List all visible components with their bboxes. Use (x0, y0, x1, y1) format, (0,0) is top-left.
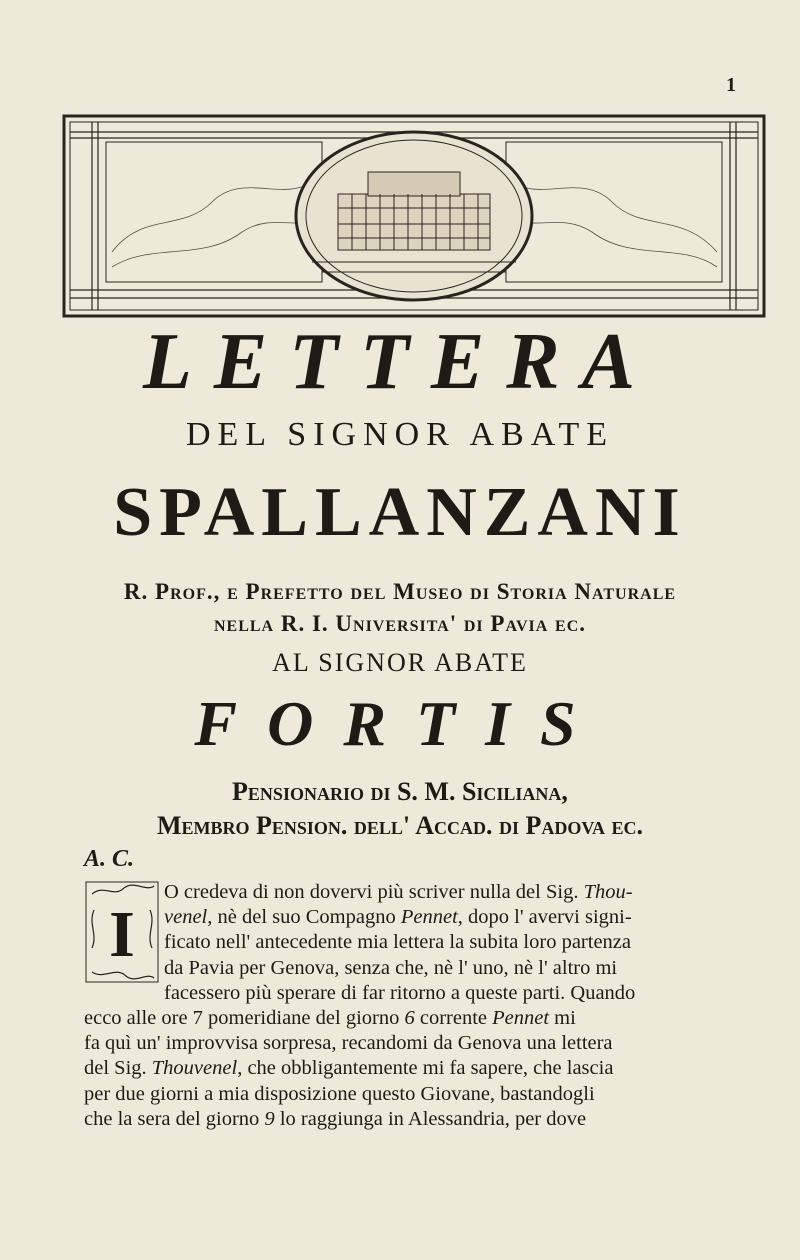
recipient-credentials-line: Membro Pension. dell' Accad. di Padova ec. (156, 811, 644, 840)
text-line: ecco alle ore 7 pomeridiane del giorno 6 corrente Pennet mi (84, 1007, 576, 1030)
author-name: SPALLANZANI (113, 474, 687, 551)
recipient-credentials (0, 775, 800, 843)
title-lettera: LETTERA (142, 318, 658, 406)
letter-body (84, 880, 774, 1132)
credentials-line: nella R. I. Universita' di Pavia ec. (213, 611, 587, 636)
text-line: fa quì un' improvvisa sorpresa, recandomi da Genova una lettera (84, 1032, 613, 1055)
title-del-signor-abate: DEL SIGNOR ABATE (185, 416, 615, 453)
text-line: per due giorni a mia disposizione questo Giovane, bastandogli (84, 1082, 595, 1105)
text-line: O credeva di non dovervi più scriver nulla del Sig. Thou- (164, 881, 633, 903)
text-line: ficato nell' antecedente mia lettera la subita loro partenza (164, 931, 631, 954)
author-credentials (0, 576, 800, 640)
engraved-palace-vignette-icon (62, 112, 766, 322)
text-line: che la sera del giorno 9 lo raggiunga in Alessandria, per dove (84, 1107, 587, 1130)
text-line: facessero più sperare di far ritorno a queste parti. Quando (164, 981, 636, 1004)
credentials-line: R. Prof., e Prefetto del Museo di Storia Naturale (123, 579, 677, 604)
salutation: A. C. (84, 846, 135, 872)
recipient-credentials-line: Pensionario di S. M. Siciliana, (232, 777, 568, 806)
title-al-signor-abate: AL SIGNOR ABATE (272, 648, 528, 677)
text-line: da Pavia per Genova, senza che, nè l' uno, nè l' altro mi (164, 956, 618, 979)
dropcap-letter: I (109, 898, 135, 971)
text-line: del Sig. Thouvenel, che obbligantemente mi fa sapere, che lascia (84, 1057, 614, 1080)
recipient-name: FORTIS (194, 688, 606, 759)
page-number: 1 (726, 74, 736, 96)
text-line: venel, nè del suo Compagno Pennet, dopo l' avervi signi- (164, 906, 632, 929)
